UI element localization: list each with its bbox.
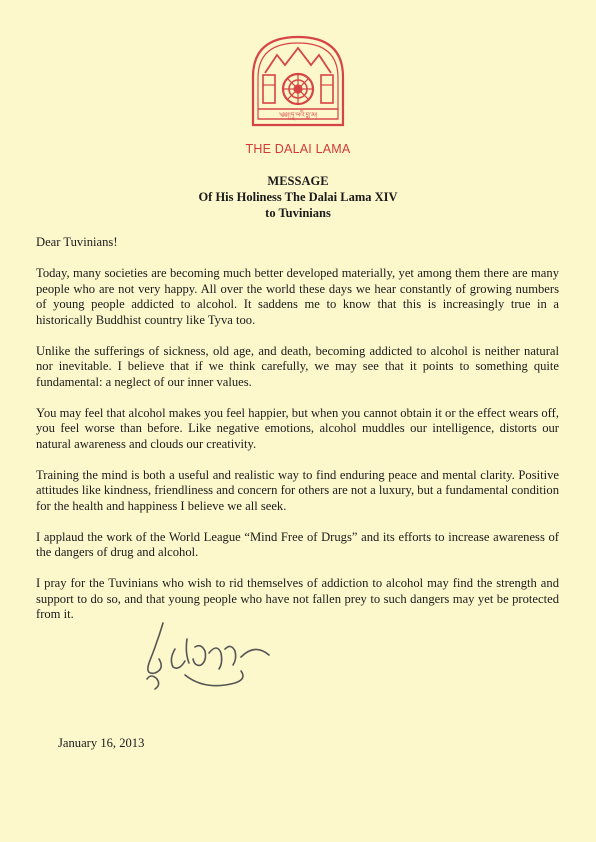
salutation: Dear Tuvinians! xyxy=(36,235,118,249)
handwritten-signature-icon xyxy=(135,613,285,698)
letterhead-name: THE DALAI LAMA xyxy=(245,142,351,156)
heading-line-3: to Tuvinians xyxy=(265,206,331,220)
seal-script: ༄༅།།ཏཱ་ལའི་བླ་མ། xyxy=(278,111,318,119)
paragraph-1: Today, many societies are becoming much better developed materially, yet among them there are many people who are not very happy. All over the world these days we hear constantly of growing numbers of young people addicted to alcohol. It saddens me to know that this is increasingly true in a historically Buddhist country like Tyva too. xyxy=(36,266,559,327)
message-heading xyxy=(0,173,596,221)
dalai-lama-seal-icon xyxy=(247,33,349,131)
letter-body xyxy=(36,235,559,638)
paragraph-6: I pray for the Tuvinians who wish to rid themselves of addiction to alcohol may find the strength and support to do so, and that young people who have not fallen prey to such dangers may yet be protected from it. xyxy=(36,576,559,621)
heading-line-2: Of His Holiness The Dalai Lama XIV xyxy=(198,190,398,204)
heading-line-1: MESSAGE xyxy=(267,174,329,188)
paragraph-2: Unlike the sufferings of sickness, old age, and death, becoming addicted to alcohol is neither natural nor inevitable. I believe that if we think carefully, we may see that it points to something quite fundamental: a neglect of our inner values. xyxy=(36,343,559,389)
letter-date: January 16, 2013 xyxy=(58,736,145,750)
paragraph-4: Training the mind is both a useful and realistic way to find enduring peace and mental clarity. Positive attitudes like kindness, friendliness and concern for others are not a luxury, but a fundamental condition for the health and happiness I believe we all seek. xyxy=(36,467,559,513)
paragraph-3: You may feel that alcohol makes you feel happier, but when you cannot obtain it or the effect wears off, you feel worse than before. Like negative emotions, alcohol muddles our intelligence, distorts our natural awareness and clouds our creativity. xyxy=(36,405,559,451)
paragraph-5: I applaud the work of the World League “Mind Free of Drugs” and its efforts to increase awareness of the dangers of drug and alcohol. xyxy=(36,529,559,559)
